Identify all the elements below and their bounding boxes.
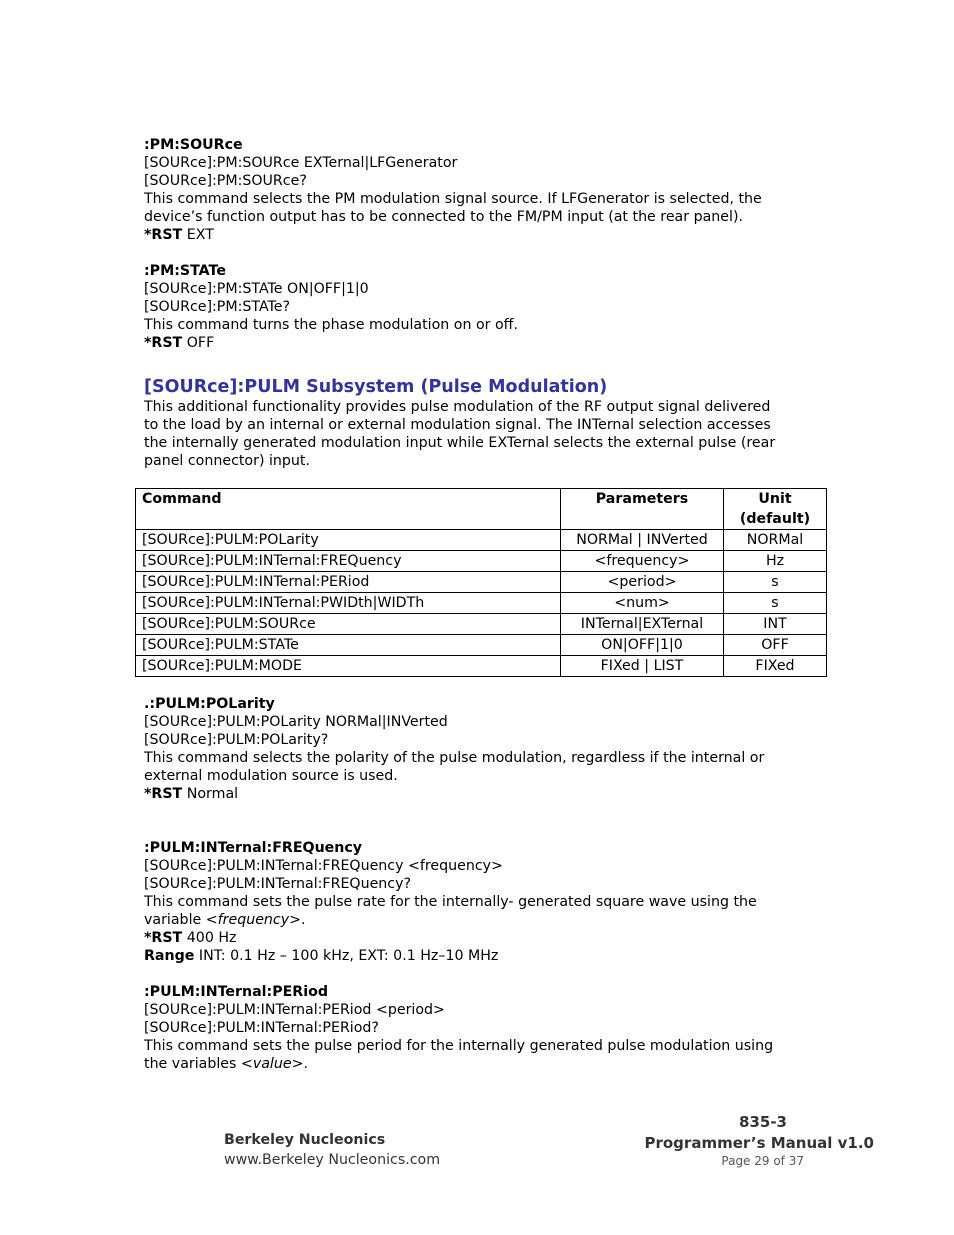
desc-text: >.	[291, 1056, 308, 1072]
cell-unit: s	[724, 593, 827, 614]
range-value: INT: 0.1 Hz – 100 kHz, EXT: 0.1 Hz–10 MHz	[194, 948, 499, 964]
header-unit-line1: Unit	[758, 491, 792, 507]
cell-parameters: <frequency>	[561, 551, 724, 572]
pulm-period-desc-1: This command sets the pulse period for the internally generated pulse modulation using	[144, 1038, 774, 1054]
pm-state-desc: This command turns the phase modulation on or off.	[144, 317, 518, 333]
cell-command: [SOURce]:PULM:MODE	[136, 656, 561, 677]
table-row	[136, 656, 827, 677]
pulm-freq-desc-2	[144, 911, 834, 929]
desc-variable: <frequency>	[205, 912, 301, 928]
table-row	[136, 614, 827, 635]
pulm-polarity-desc-2: external modulation source is used.	[144, 768, 398, 784]
pm-source-desc-1: This command selects the PM modulation signal source. If LFGenerator is selected, the	[144, 191, 762, 207]
table-row	[136, 635, 827, 656]
pulm-intro-3: the internally generated modulation input while EXTernal selects the external pulse (rear	[144, 435, 776, 451]
header-parameters: Parameters	[561, 489, 724, 530]
rst-value: 400 Hz	[182, 930, 237, 946]
page-body	[144, 136, 834, 1073]
cell-command: [SOURce]:PULM:INTernal:FREQuency	[136, 551, 561, 572]
cell-parameters: ON|OFF|1|0	[561, 635, 724, 656]
pulm-section-heading: [SOURce]:PULM Subsystem (Pulse Modulation)	[144, 377, 608, 397]
cell-unit: OFF	[724, 635, 827, 656]
cell-parameters: <num>	[561, 593, 724, 614]
pulm-freq-rst	[144, 929, 834, 947]
table-header-row	[136, 489, 827, 530]
footer-model: 835-3	[739, 1113, 787, 1131]
pulm-freq-desc-1: This command sets the pulse rate for the internally- generated square wave using the	[144, 894, 757, 910]
pm-source-title: :PM:SOURce	[144, 137, 243, 153]
table-row	[136, 551, 827, 572]
pulm-intro-2: to the load by an internal or external modulation signal. The INTernal selection accesses	[144, 417, 771, 433]
pm-source-query: [SOURce]:PM:SOURce?	[144, 173, 307, 189]
pulm-polarity-syntax: [SOURce]:PULM:POLarity NORMal|INVerted	[144, 714, 448, 730]
pulm-period-title: :PULM:INTernal:PERiod	[144, 984, 328, 1000]
cell-command: [SOURce]:PULM:POLarity	[136, 530, 561, 551]
pulm-freq-query: [SOURce]:PULM:INTernal:FREQuency?	[144, 876, 412, 892]
cell-unit: NORMal	[724, 530, 827, 551]
cell-parameters: FIXed | LIST	[561, 656, 724, 677]
cell-unit: s	[724, 572, 827, 593]
cell-command: [SOURce]:PULM:INTernal:PERiod	[136, 572, 561, 593]
rst-label: *RST	[144, 930, 183, 946]
footer-manual-title: Programmer’s Manual v1.0	[644, 1134, 874, 1152]
range-label: Range	[144, 948, 195, 964]
pulm-period-query: [SOURce]:PULM:INTernal:PERiod?	[144, 1020, 379, 1036]
cell-unit: INT	[724, 614, 827, 635]
pulm-period-syntax: [SOURce]:PULM:INTernal:PERiod <period>	[144, 1002, 445, 1018]
pulm-intro-1: This additional functionality provides pulse modulation of the RF output signal delivered	[144, 399, 771, 415]
header-unit	[724, 489, 827, 530]
pulm-polarity-query: [SOURce]:PULM:POLarity?	[144, 732, 329, 748]
table-row	[136, 572, 827, 593]
cell-unit: FIXed	[724, 656, 827, 677]
cell-command: [SOURce]:PULM:SOURce	[136, 614, 561, 635]
header-command: Command	[136, 489, 561, 530]
table-row	[136, 530, 827, 551]
cell-parameters: <period>	[561, 572, 724, 593]
pm-source-desc-2: device’s function output has to be connected to the FM/PM input (at the rear panel).	[144, 209, 743, 225]
pm-state-syntax: [SOURce]:PM:STATe ON|OFF|1|0	[144, 281, 369, 297]
pm-state-rst	[144, 334, 834, 352]
cell-command: [SOURce]:PULM:INTernal:PWIDth|WIDTh	[136, 593, 561, 614]
desc-text: .	[301, 912, 306, 928]
pulm-polarity-desc-1: This command selects the polarity of the pulse modulation, regardless if the internal or	[144, 750, 765, 766]
cell-parameters: NORMal | INVerted	[561, 530, 724, 551]
footer-website: www.Berkeley Nucleonics.com	[224, 1152, 441, 1168]
pm-source-rst	[144, 226, 834, 244]
pulm-freq-title: :PULM:INTernal:FREQuency	[144, 840, 363, 856]
footer-manual-block	[644, 1112, 874, 1168]
pm-source-syntax: [SOURce]:PM:SOURce EXTernal|LFGenerator	[144, 155, 458, 171]
pulm-period-desc-2	[144, 1055, 834, 1073]
cell-command: [SOURce]:PULM:STATe	[136, 635, 561, 656]
footer-page-number: Page 29 of 37	[721, 1154, 804, 1168]
footer-company: Berkeley Nucleonics	[224, 1132, 386, 1148]
footer-company-block	[224, 1130, 440, 1170]
pm-state-query: [SOURce]:PM:STATe?	[144, 299, 291, 315]
table-row	[136, 593, 827, 614]
rst-value: Normal	[182, 786, 239, 802]
cell-unit: Hz	[724, 551, 827, 572]
desc-variable: value	[252, 1056, 292, 1072]
pulm-command-table	[135, 488, 827, 677]
pulm-intro-4: panel connector) input.	[144, 453, 310, 469]
pulm-polarity-rst	[144, 785, 834, 803]
rst-value: OFF	[182, 335, 215, 351]
rst-value: EXT	[182, 227, 214, 243]
header-unit-line2: (default)	[739, 511, 811, 527]
pm-state-title: :PM:STATe	[144, 263, 226, 279]
pulm-freq-range	[144, 947, 834, 965]
rst-label: *RST	[144, 335, 183, 351]
desc-text: variable	[144, 912, 206, 928]
pulm-polarity-title: .:PULM:POLarity	[144, 696, 275, 712]
cell-parameters: INTernal|EXTernal	[561, 614, 724, 635]
desc-text: the variables <	[144, 1056, 253, 1072]
pulm-freq-syntax: [SOURce]:PULM:INTernal:FREQuency <frequency>	[144, 858, 503, 874]
rst-label: *RST	[144, 786, 183, 802]
rst-label: *RST	[144, 227, 183, 243]
